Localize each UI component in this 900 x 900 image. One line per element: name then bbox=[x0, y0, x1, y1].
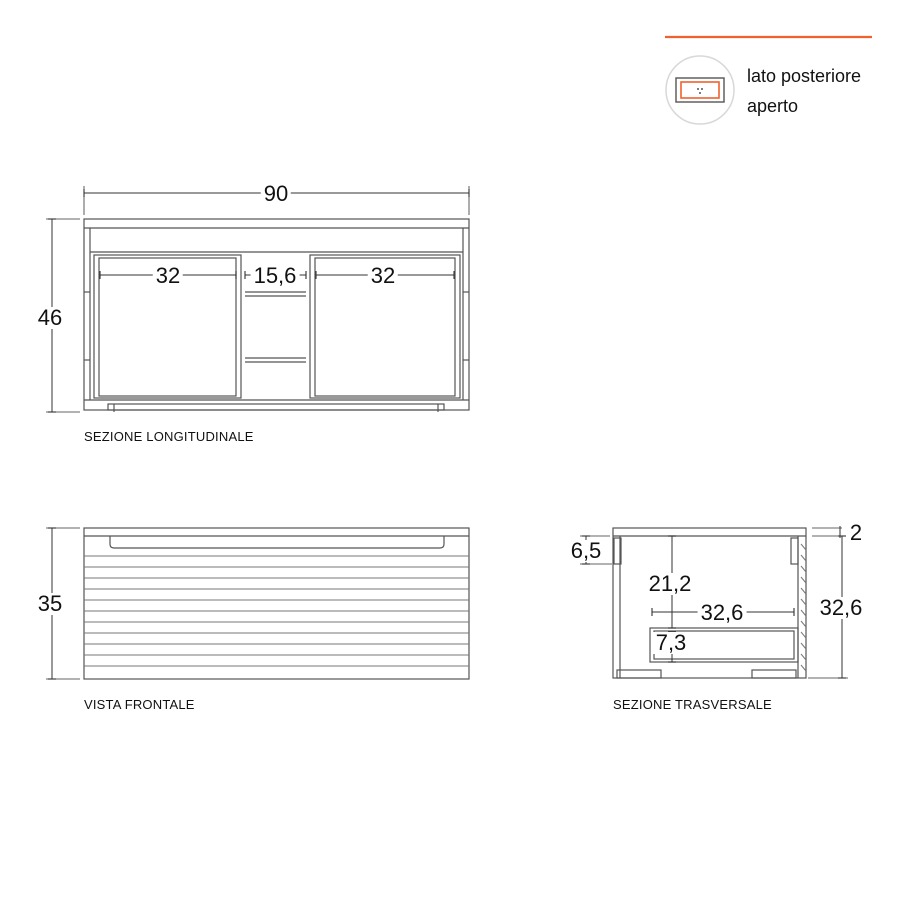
legend-text bbox=[747, 61, 861, 121]
caption-transversal: SEZIONE TRASVERSALE bbox=[613, 697, 772, 712]
side-slat bbox=[801, 577, 806, 583]
dim-top-thickness: 2 bbox=[847, 522, 865, 544]
open-back-icon bbox=[666, 56, 734, 124]
longitudinal-dimensions bbox=[46, 186, 469, 412]
legend-line-2: aperto bbox=[747, 96, 799, 116]
dim-right-compartment: 32 bbox=[368, 265, 398, 287]
side-slat bbox=[801, 665, 806, 671]
side-slat bbox=[801, 632, 806, 638]
dim-left-compartment: 32 bbox=[153, 265, 183, 287]
dim-upper-gap: 6,5 bbox=[568, 540, 605, 562]
side-slat bbox=[801, 643, 806, 649]
dim-inner-depth: 32,6 bbox=[698, 602, 747, 624]
dim-width: 90 bbox=[261, 183, 291, 205]
side-slat bbox=[801, 555, 806, 561]
legend-line-1: lato posteriore bbox=[747, 66, 862, 86]
side-slat bbox=[801, 599, 806, 605]
caption-longitudinal: SEZIONE LONGITUDINALE bbox=[84, 429, 254, 444]
dim-inner-height: 21,2 bbox=[646, 573, 695, 595]
dim-front-height: 35 bbox=[35, 593, 65, 615]
side-slat bbox=[801, 621, 806, 627]
caption-front: VISTA FRONTALE bbox=[84, 697, 195, 712]
dim-drawer-height: 7,3 bbox=[653, 632, 690, 654]
side-slat bbox=[801, 654, 806, 660]
longitudinal-section bbox=[84, 219, 469, 412]
side-slat bbox=[801, 588, 806, 594]
dim-total-height: 32,6 bbox=[817, 597, 866, 619]
dim-center-compartment: 15,6 bbox=[251, 265, 300, 287]
side-slat bbox=[801, 566, 806, 572]
side-slat bbox=[801, 610, 806, 616]
side-slat bbox=[801, 544, 806, 550]
dim-height: 46 bbox=[35, 307, 65, 329]
front-view bbox=[84, 528, 469, 679]
